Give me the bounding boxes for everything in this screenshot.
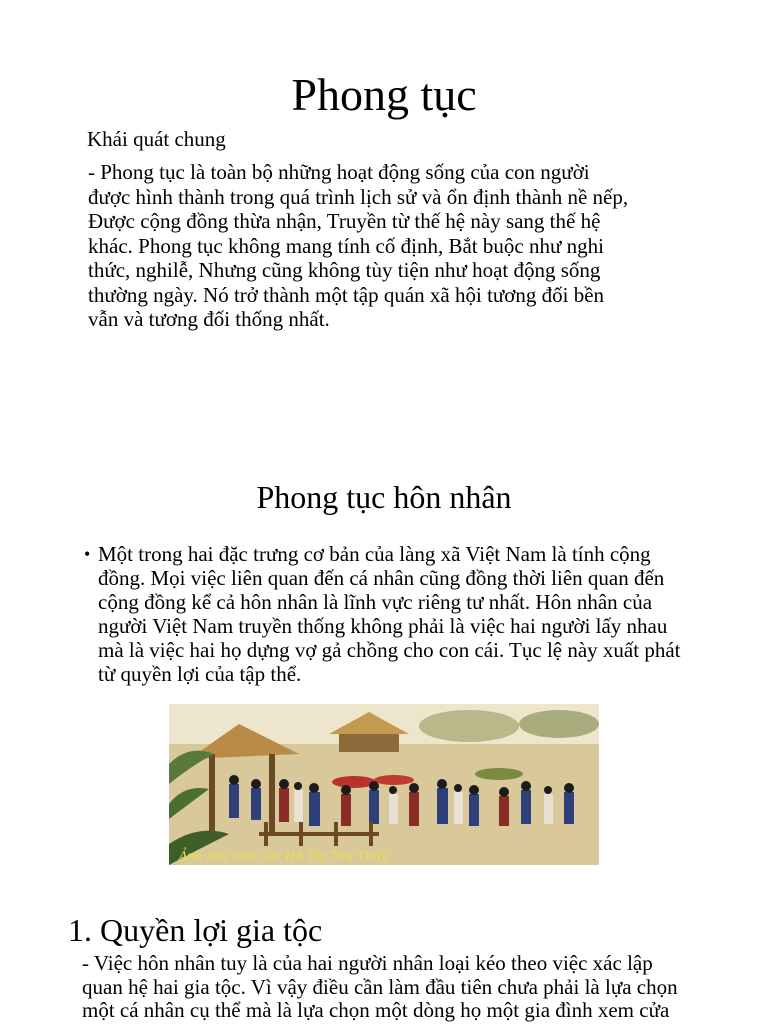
wedding-procession-illustration (169, 704, 599, 865)
section-title-clan-interests: 1. Quyền lợi gia tộc (68, 912, 323, 948)
page-title: Phong tục (291, 69, 477, 120)
intro-paragraph: - Phong tục là toàn bộ những hoạt động sống của con người được hình thành trong quá trình lịch sử và ổn định thành nề nếp, Được cộng đồng thừa nhận, Truyền từ thế hệ này sang thế hệ khác. Phong tục không mang tính cố định, Bắt buộc như nghi thức, nghilễ, Nhưng cũng không tùy tiện như hoạt động sống thường ngày. Nó trở thành một tập quán xã hội tương đối bền vẫn và tương đối thống nhất. (88, 160, 629, 331)
bullet-icon: • (84, 544, 91, 564)
marriage-bullet-text: Một trong hai đặc trưng cơ bản của làng xã Việt Nam là tính cộng đồng. Mọi việc liên quan đến cá nhân cũng đồng thời liên quan đến cộng đồng kể cả hôn nhân là lĩnh vực riêng tư nhất. Hôn nhân của người Việt Nam truyền thống không phải là việc hai người lấy nhau mà là việc hai họ dựng vợ gả chồng cho con cái. Tục lệ này xuất phát từ quyền lợi của tập thể. (98, 542, 681, 686)
intro-heading: Khái quát chung (87, 127, 226, 151)
clan-interests-paragraph: - Việc hôn nhân tuy là của hai người nhân loại kéo theo việc xác lập quan hệ hai gia tộc. Vì vậy điều cần làm đầu tiên chưa phải là lựa chọn một cá nhân cụ thể mà là lựa chọn một dòng họ một gia đình xem cửa (82, 951, 678, 1022)
section-title-marriage: Phong tục hôn nhân (256, 479, 512, 515)
illustration-caption: Ảnh sưu tầm của Hà Thị Thu Thủy (179, 849, 388, 863)
